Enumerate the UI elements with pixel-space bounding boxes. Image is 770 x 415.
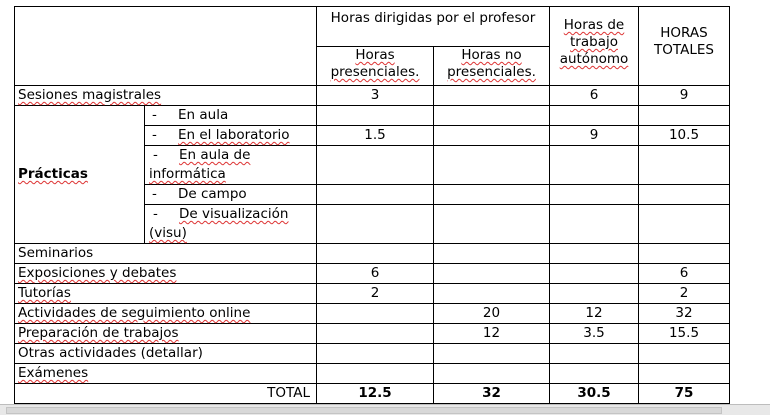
cell-no-presenciales — [434, 364, 550, 384]
cell-no-presenciales — [434, 126, 550, 146]
cell-total: 6 — [639, 264, 730, 284]
cell-presenciales — [317, 304, 434, 324]
table-row — [15, 324, 730, 344]
cell-total: 9 — [639, 86, 730, 106]
row-label: - En aula de informática — [145, 146, 317, 185]
cell-total — [639, 344, 730, 364]
cell-no-presenciales — [434, 106, 550, 126]
cell-autonomo — [550, 185, 639, 205]
total-total: 75 — [639, 384, 730, 404]
scrollbar-thumb[interactable] — [6, 407, 722, 414]
table-row — [15, 304, 730, 324]
header-empty-cell — [15, 7, 317, 86]
cell-no-presenciales — [434, 205, 550, 244]
total-no-presenciales: 32 — [434, 384, 550, 404]
cell-autonomo — [550, 244, 639, 264]
header-row-1 — [15, 7, 730, 47]
cell-no-presenciales: 12 — [434, 324, 550, 344]
cell-no-presenciales: 20 — [434, 304, 550, 324]
header-group-title: Horas dirigidas por el profesor — [317, 7, 550, 47]
table-row — [15, 344, 730, 364]
row-label: Otras actividades (detallar) — [15, 344, 317, 364]
cell-total: 10.5 — [639, 126, 730, 146]
cell-presenciales — [317, 324, 434, 344]
cell-autonomo — [550, 264, 639, 284]
row-label: - De campo — [145, 185, 317, 205]
cell-no-presenciales — [434, 244, 550, 264]
cell-presenciales — [317, 205, 434, 244]
cell-total — [639, 364, 730, 384]
total-presenciales: 12.5 — [317, 384, 434, 404]
cell-presenciales — [317, 364, 434, 384]
cell-total — [639, 244, 730, 264]
cell-presenciales — [317, 244, 434, 264]
cell-no-presenciales — [434, 264, 550, 284]
cell-autonomo — [550, 284, 639, 304]
row-label: Actividades de seguimiento online — [15, 304, 317, 324]
total-autonomo: 30.5 — [550, 384, 639, 404]
row-label: Seminarios — [15, 244, 317, 264]
cell-autonomo: 12 — [550, 304, 639, 324]
cell-presenciales: 1.5 — [317, 126, 434, 146]
row-label: - De visualización (visu) — [145, 205, 317, 244]
cell-total: 15.5 — [639, 324, 730, 344]
table-row — [15, 86, 730, 106]
cell-autonomo — [550, 344, 639, 364]
row-label: - En aula — [145, 106, 317, 126]
row-label: Sesiones magistrales — [15, 86, 317, 106]
cell-no-presenciales — [434, 86, 550, 106]
cell-total — [639, 146, 730, 185]
cell-no-presenciales — [434, 284, 550, 304]
total-row — [15, 384, 730, 404]
table-row — [15, 244, 730, 264]
row-label: Exámenes — [15, 364, 317, 384]
table-row — [15, 264, 730, 284]
cell-presenciales: 2 — [317, 284, 434, 304]
cell-autonomo — [550, 146, 639, 185]
cell-presenciales — [317, 146, 434, 185]
cell-no-presenciales — [434, 344, 550, 364]
cell-presenciales — [317, 344, 434, 364]
cell-total — [639, 185, 730, 205]
cell-autonomo — [550, 106, 639, 126]
cell-total — [639, 205, 730, 244]
row-label: Tutorías — [15, 284, 317, 304]
cell-autonomo: 3.5 — [550, 324, 639, 344]
total-label: TOTAL — [15, 384, 317, 404]
cell-presenciales: 6 — [317, 264, 434, 284]
table-row — [15, 106, 730, 126]
cell-autonomo: 6 — [550, 86, 639, 106]
header-presenciales: Horas presenciales. — [317, 47, 434, 86]
practicas-label: Prácticas — [15, 106, 145, 244]
cell-presenciales: 3 — [317, 86, 434, 106]
cell-autonomo — [550, 205, 639, 244]
header-totales: HORAS TOTALES — [639, 7, 730, 86]
row-label: - En el laboratorio — [145, 126, 317, 146]
cell-no-presenciales — [434, 185, 550, 205]
cell-presenciales — [317, 185, 434, 205]
horizontal-scrollbar[interactable] — [0, 404, 770, 415]
cell-autonomo — [550, 364, 639, 384]
row-label: Exposiciones y debates — [15, 264, 317, 284]
header-no-presenciales: Horas no presenciales. — [434, 47, 550, 86]
table-row — [15, 284, 730, 304]
cell-total: 32 — [639, 304, 730, 324]
header-autonomo: Horas de trabajo autónomo — [550, 7, 639, 86]
cell-presenciales — [317, 106, 434, 126]
cell-autonomo: 9 — [550, 126, 639, 146]
hours-table-sheet — [14, 6, 730, 404]
cell-no-presenciales — [434, 146, 550, 185]
cell-total: 2 — [639, 284, 730, 304]
cell-total — [639, 106, 730, 126]
hours-table — [14, 6, 730, 404]
row-label: Preparación de trabajos — [15, 324, 317, 344]
table-row — [15, 364, 730, 384]
